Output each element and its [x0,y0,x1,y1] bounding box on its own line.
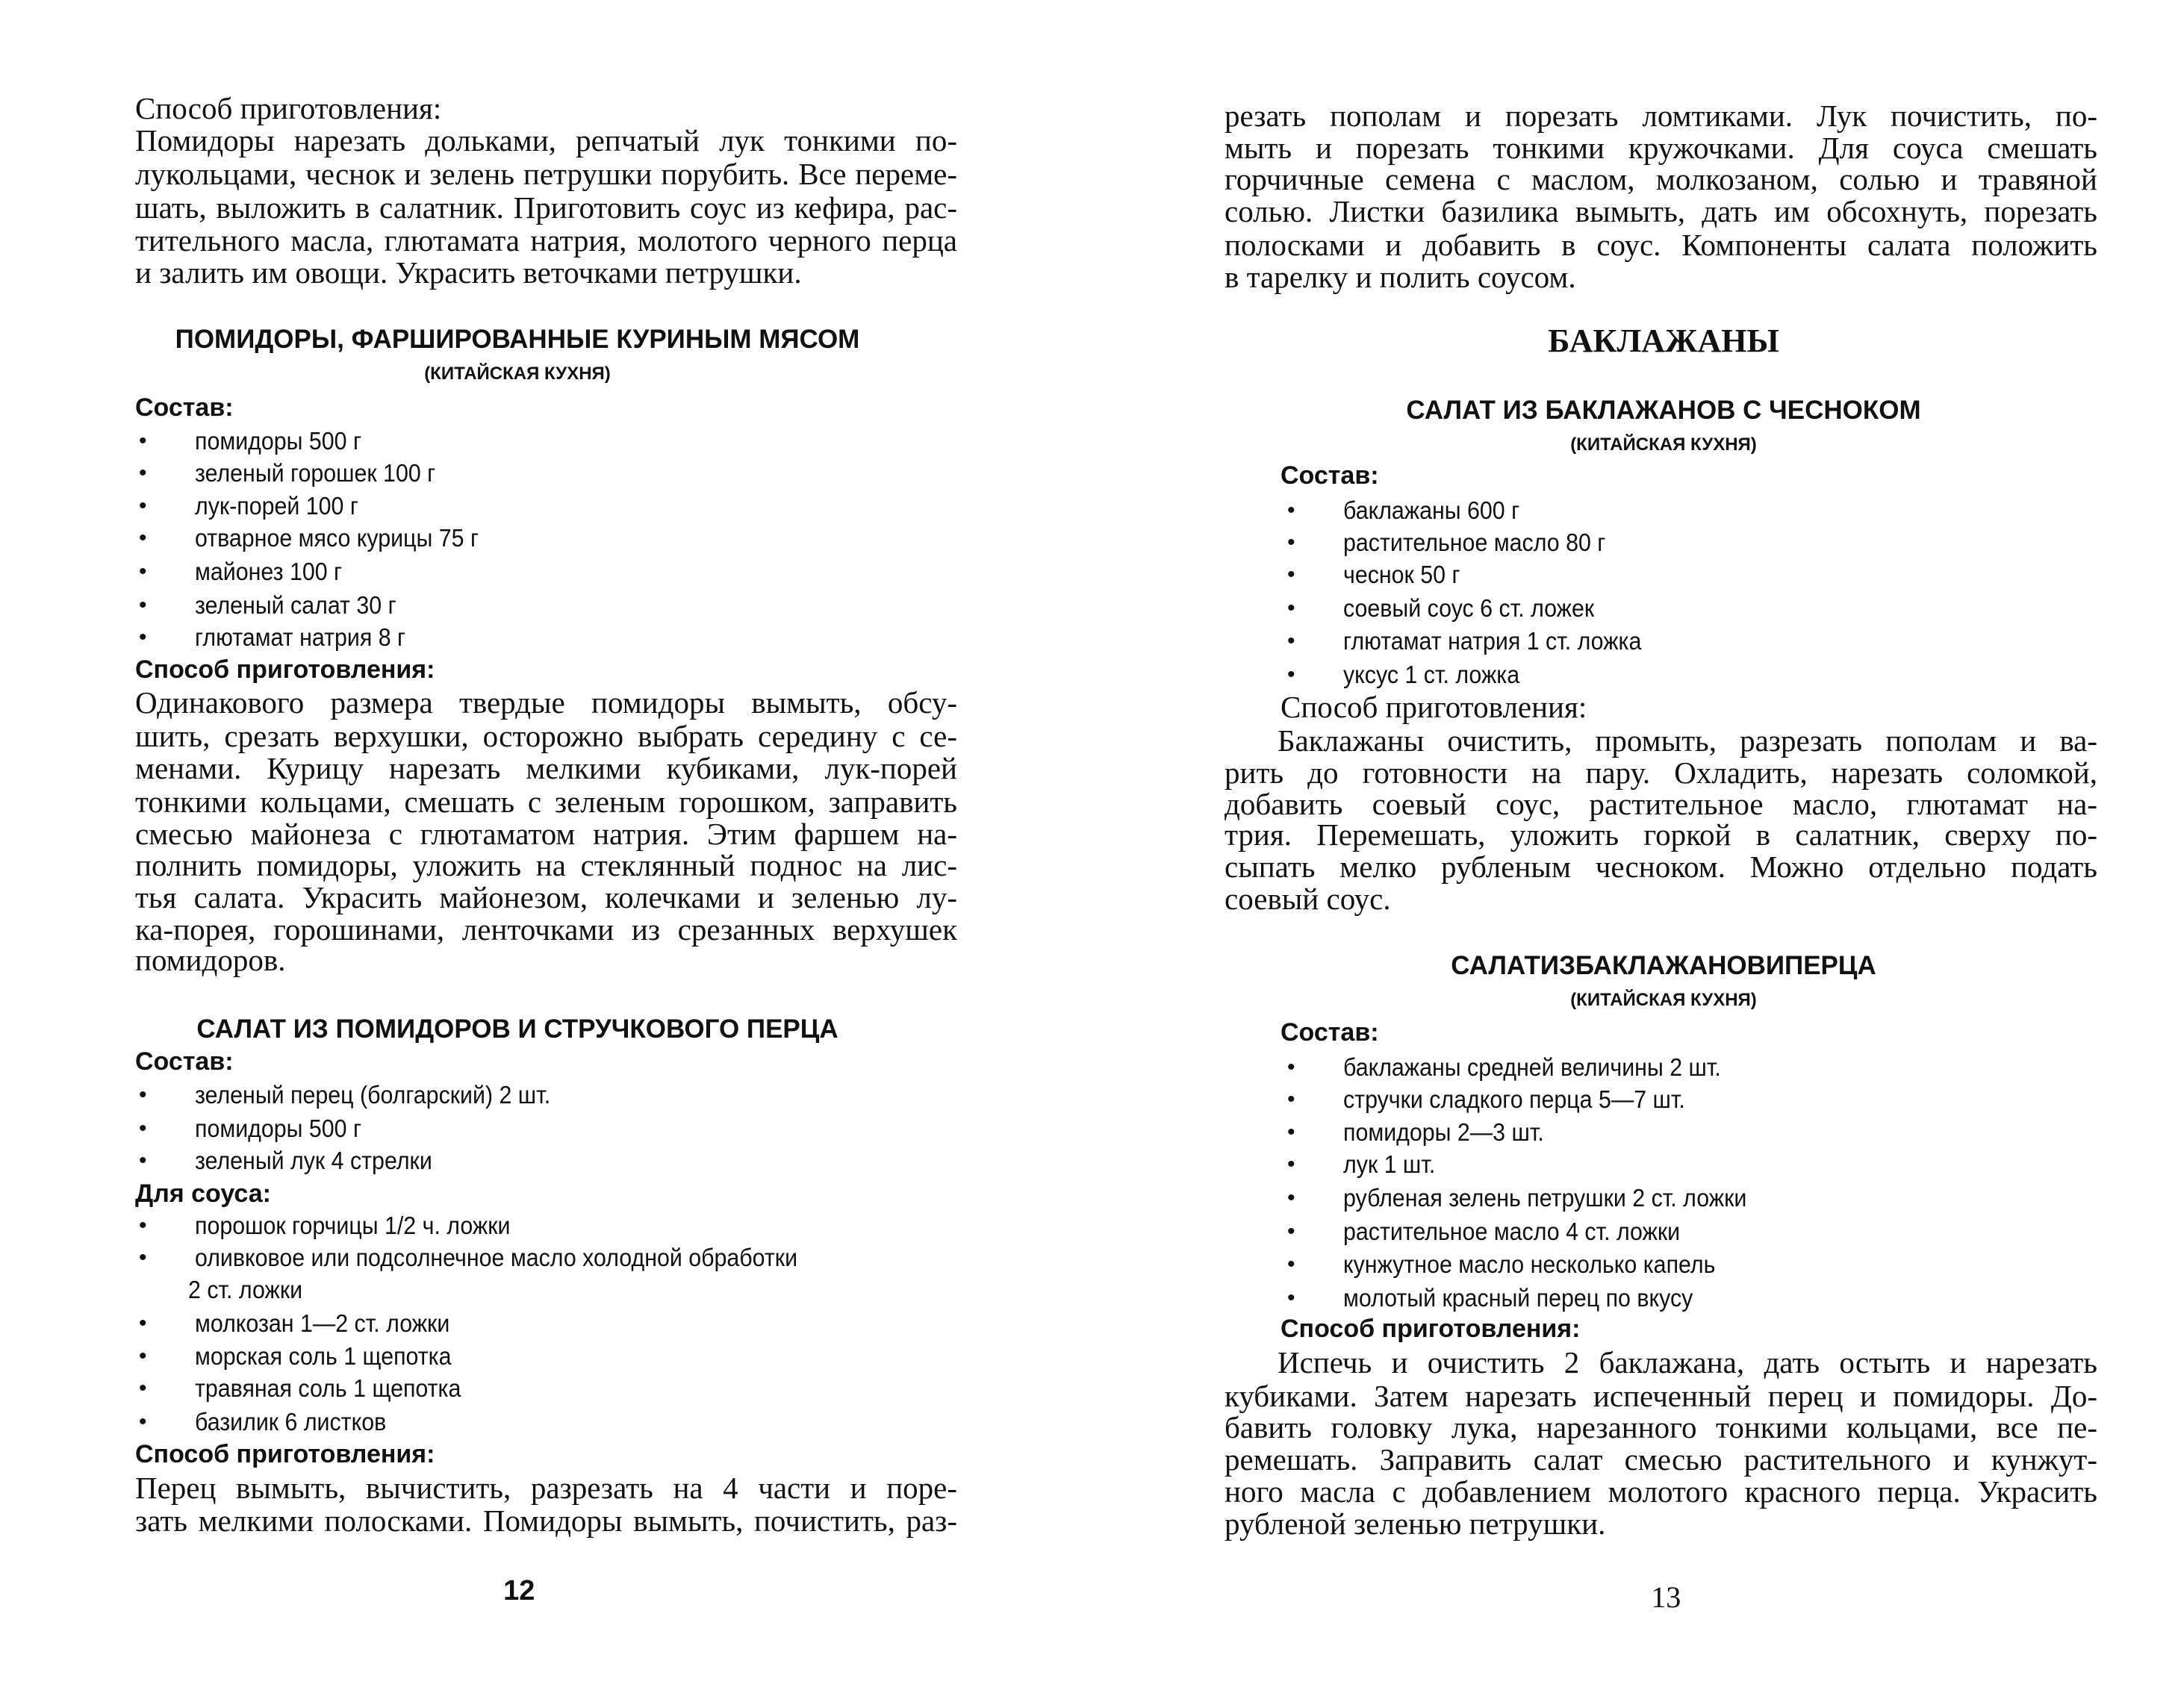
paragraph-line: горчичные семена с маслом, молкозаном, солью и травяной [1225,162,2097,197]
ingredient-item: майонез 100 г [195,558,343,586]
bullet-icon: • [139,428,147,453]
ingredient-item: базилик 6 листков [195,1408,387,1436]
cuisine-subtitle: (КИТАЙСКАЯ КУХНЯ) [1570,434,1757,455]
ingredient-item: глютамат натрия 1 ст. ложка [1343,627,1642,655]
bullet-icon: • [1287,1185,1295,1210]
paragraph-line: мыть и порезать тонкими кружочками. Для соуса смешать [1225,130,2097,165]
paragraph-line: добавить соевый соус, растительное масло, глютамат на- [1225,787,2097,822]
ingredient-item: растительное масло 4 ст. ложки [1343,1217,1681,1245]
bullet-icon: • [1287,595,1295,620]
ingredient-item: чеснок 50 г [1343,560,1460,588]
ingredient-item: глютамат натрия 8 г [195,623,406,651]
bullet-icon: • [1287,561,1295,587]
section-label: Для соуса: [135,1179,271,1209]
paragraph-line: Испечь и очистить 2 баклажана, дать остыть и нарезать [1278,1344,2097,1380]
paragraph-line: зать мелкими полосками. Помидоры вымыть, почистить, раз- [135,1503,957,1539]
paragraph-line: ремешать. Заправить салат смесью растительного и кунжут- [1225,1442,2097,1477]
right-page [1087,0,2175,1708]
cuisine-subtitle: (КИТАЙСКАЯ КУХНЯ) [1570,990,1757,1011]
bullet-icon: • [1287,498,1295,523]
ingredient-item: помидоры 2—3 шт. [1343,1118,1544,1147]
paragraph-line: лукольцами, чеснок и зелень петрушки порубить. Все переме- [135,157,957,191]
section-label: Состав: [135,393,234,423]
ingredient-item-continuation: 2 ст. ложки [188,1275,303,1303]
bullet-icon: • [139,559,147,585]
paragraph-line: Помидоры нарезать дольками, репчатый лук тонкими по- [135,123,957,158]
recipe-title: САЛАТ ИЗ ПОМИДОРОВ И СТРУЧКОВОГО ПЕРЦА [196,1014,838,1044]
ingredient-item: баклажаны средней величины 2 шт. [1343,1053,1721,1081]
bullet-icon: • [1287,1152,1295,1177]
bullet-icon: • [139,1147,147,1173]
ingredient-item: стручки сладкого перца 5—7 шт. [1343,1085,1685,1113]
method-label: Способ приготовления: [135,91,442,126]
recipe-title: САЛАТИЗБАКЛАЖАНОВИПЕРЦА [1451,950,1876,980]
bullet-icon: • [139,526,147,551]
paragraph-line: Баклажаны очистить, промыть, разрезать пополам и ва- [1278,723,2097,758]
bullet-icon: • [1287,662,1295,688]
paragraph-line: сыпать мелко рубленым чесноком. Можно отдельно подать [1225,850,2097,885]
bullet-icon: • [139,1082,147,1107]
ingredient-item: кунжутное масло несколько капель [1343,1250,1716,1279]
bullet-icon: • [1287,1120,1295,1145]
paragraph-line: тья салата. Украсить майонезом, колечками и зеленью лу- [135,880,957,915]
ingredient-item: лук 1 шт. [1343,1150,1436,1179]
section-label: Состав: [1281,461,1379,490]
section-label: Способ приготовления: [135,655,435,684]
paragraph-line: тительного масла, глютамата натрия, молотого черного перца [135,223,957,258]
bullet-icon: • [1287,1054,1295,1079]
bullet-icon: • [139,1376,147,1401]
paragraph-line: смесью майонеза с глютаматом натрия. Этим фаршем на- [135,816,957,851]
paragraph-line: помидоров. [135,943,286,978]
ingredient-item: зеленый лук 4 стрелки [195,1146,432,1174]
bullet-icon: • [1287,1285,1295,1311]
ingredient-item: помидоры 500 г [195,1114,362,1142]
bullet-icon: • [1287,1218,1295,1244]
paragraph-line: соевый соус. [1225,882,1391,917]
paragraph-line: резать пополам и порезать ломтиками. Лук почистить, по- [1225,98,2097,133]
paragraph-line: шать, выложить в салатник. Приготовить соус из кефира, рас- [135,190,957,225]
ingredient-item: морская соль 1 щепотка [195,1342,452,1371]
ingredient-item: травяная соль 1 щепотка [195,1374,461,1403]
bullet-icon: • [139,592,147,617]
paragraph-line: рить до готовности на пару. Охладить, нарезать соломкой, [1225,755,2097,790]
paragraph-line: тонкими кольцами, смешать с зеленым горошком, заправить [135,784,957,819]
page-number: 12 [503,1574,535,1606]
section-label: Состав: [1281,1018,1379,1047]
paragraph-line: шить, срезать верхушки, осторожно выбрать середину с се- [135,719,957,754]
cuisine-subtitle: (КИТАЙСКАЯ КУХНЯ) [424,364,611,384]
ingredient-item: зеленый перец (болгарский) 2 шт. [195,1080,551,1109]
section-label: Состав: [135,1047,234,1076]
bullet-icon: • [139,460,147,485]
bullet-icon: • [139,1310,147,1335]
bullet-icon: • [139,624,147,649]
ingredient-item: растительное масло 80 г [1343,528,1606,556]
recipe-title: САЛАТ ИЗ БАКЛАЖАНОВ С ЧЕСНОКОМ [1406,395,1921,425]
bullet-icon: • [1287,1252,1295,1277]
ingredient-item: зеленый салат 30 г [195,590,396,619]
left-page [0,0,1087,1708]
ingredient-item: соевый соус 6 ст. ложек [1343,593,1595,622]
method-label: Способ приготовления: [1281,689,1587,724]
bullet-icon: • [139,493,147,519]
paragraph-line: бавить головку лука, нарезанного тонкими кольцами, все пе- [1225,1410,2097,1445]
ingredient-item: лук-порей 100 г [195,492,358,520]
bullet-icon: • [139,1245,147,1271]
ingredient-item: порошок горчицы 1/2 ч. ложки [195,1212,511,1240]
paragraph-line: и залить им овощи. Украсить веточками петрушки. [135,255,802,290]
recipe-title: ПОМИДОРЫ, ФАРШИРОВАННЫЕ КУРИНЫМ МЯСОМ [175,324,860,354]
ingredient-item: баклажаны 600 г [1343,496,1520,525]
paragraph-line: ка-порея, горошинами, ленточками из срезанных верхушек [135,912,957,947]
bullet-icon: • [139,1409,147,1434]
paragraph-line: трия. Перемешать, уложить горкой в салатник, сверху по- [1225,817,2097,853]
bullet-icon: • [139,1115,147,1141]
bullet-icon: • [139,1344,147,1369]
paragraph-line: в тарелку и полить соусом. [1225,259,1576,294]
ingredient-item: уксус 1 ст. ложка [1343,661,1520,689]
paragraph-line: солью. Листки базилика вымыть, дать им обсохнуть, порезать [1225,194,2097,229]
paragraph-line: Одинакового размера твердые помидоры вымыть, обсу- [135,685,957,720]
section-label: Способ приготовления: [135,1439,435,1468]
ingredient-item: молкозан 1—2 ст. ложки [195,1309,450,1337]
paragraph-line: Перец вымыть, вычистить, разрезать на 4 части и поре- [135,1470,957,1505]
paragraph-line: полосками и добавить в соус. Компоненты салата положить [1225,228,2097,263]
ingredient-item: рубленая зелень петрушки 2 ст. ложки [1343,1183,1747,1212]
ingredient-item: помидоры 500 г [195,426,362,455]
ingredient-item: зеленый горошек 100 г [195,458,436,487]
bullet-icon: • [1287,529,1295,555]
chapter-title: БАКЛАЖАНЫ [1548,322,1779,359]
ingredient-item: оливковое или подсолнечное масло холодной обработки [195,1244,798,1272]
ingredient-item: отварное мясо курицы 75 г [195,524,479,552]
page-number: 13 [1651,1580,1681,1614]
paragraph-line: кубиками. Затем нарезать испеченный перец и помидоры. До- [1225,1378,2097,1413]
section-label: Способ приготовления: [1281,1315,1581,1344]
bullet-icon: • [1287,1086,1295,1112]
paragraph-line: менами. Курицу нарезать мелкими кубиками, лук-порей [135,750,957,785]
paragraph-line: полнить помидоры, уложить на стеклянный поднос на лис- [135,848,957,883]
ingredient-item: молотый красный перец по вкусу [1343,1284,1693,1312]
paragraph-line: ного масла с добавлением молотого красного перца. Украсить [1225,1474,2097,1509]
paragraph-line: рубленой зеленью петрушки. [1225,1506,1606,1542]
bullet-icon: • [139,1213,147,1238]
bullet-icon: • [1287,629,1295,654]
